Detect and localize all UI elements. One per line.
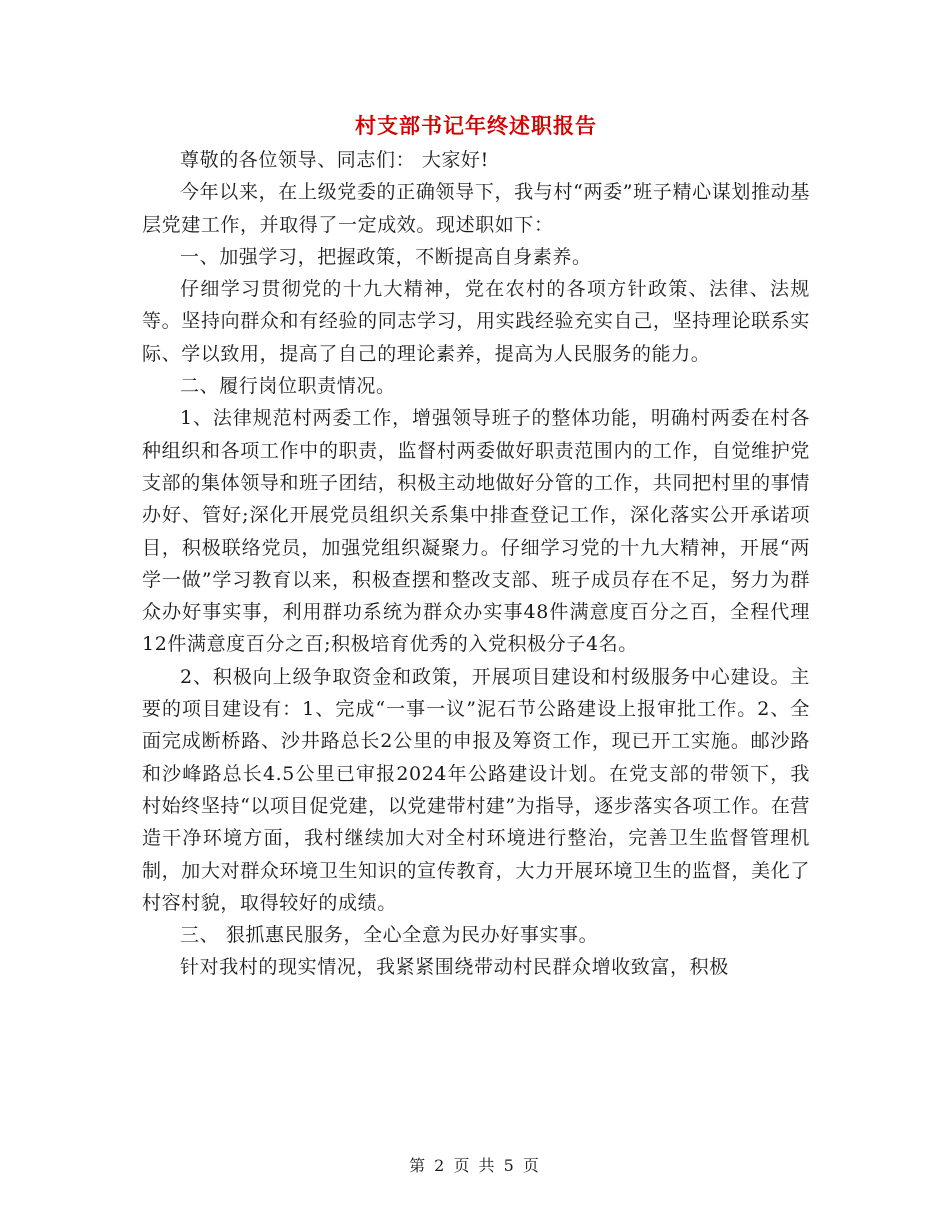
paragraph-study: 仔细学习贯彻党的十九大精神，党在农村的各项方针政策、法律、法规等。坚持向群众和有经验的同志学习，用实践经验充实自己，坚持理论联系实际、学以致用，提高了自己的理论素养，提高为人民服务的能力。	[142, 278, 810, 365]
page-number: 第 2 页 共 5 页	[409, 1156, 541, 1175]
section-heading-3: 三、 狠抓惠民服务，全心全意为民办好事实事。	[180, 924, 599, 947]
section-heading-2: 二、履行岗位职责情况。	[180, 375, 396, 398]
paragraph-service: 针对我村的现实情况，我紧紧围绕带动村民群众增收致富，积极	[180, 956, 729, 979]
section-heading-1: 一、加强学习，把握政策，不断提高自身素养。	[180, 245, 592, 268]
document-title: 村支部书记年终述职报告	[355, 113, 597, 138]
paragraph-duty-2: 2、积极向上级争取资金和政策，开展项目建设和村级服务中心建设。主要的项目建设有：1、完成“一事一议”泥石节公路建设上报审批工作。2、全面完成断桥路、沙井路总长2公里的申报及筹资工作，现已开工实施。邮沙路和沙峰路总长4.5公里已审报2024年公路建设计划。在党支部的带领下，我村始终坚持“以项目促党建，以党建带村建”为指导，逐步落实各项工作。在营造干净环境方面，我村继续加大对全村环境进行整治，完善卫生监督管理机制，加大对群众环境卫生知识的宣传教育，大力开展环境卫生的监督，美化了村容村貌，取得较好的成绩。	[142, 665, 810, 914]
paragraph-greeting: 尊敬的各位领导、同志们： 大家好!	[180, 149, 489, 171]
paragraph-duty-1: 1、法律规范村两委工作，增强领导班子的整体功能，明确村两委在村各种组织和各项工作中的职责，监督村两委做好职责范围内的工作，自觉维护党支部的集体领导和班子团结，积极主动地做好分管的工作，共同把村里的事情办好、管好;深化开展党员组织关系集中排查登记工作，深化落实公开承诺项目，积极联络党员，加强党组织凝聚力。仔细学习党的十九大精神，开展“两学一做”学习教育以来，积极查摆和整改支部、班子成员存在不足，努力为群众办好事实事，利用群功系统为群众办实事48件满意度百分之百，全程代理12件满意度百分之百;积极培育优秀的入党积极分子4名。	[142, 407, 810, 656]
document-page	[142, 108, 810, 984]
paragraph-intro: 今年以来，在上级党委的正确领导下，我与村“两委”班子精心谋划推动基层党建工作，并取得了一定成效。现述职如下：	[142, 181, 810, 236]
